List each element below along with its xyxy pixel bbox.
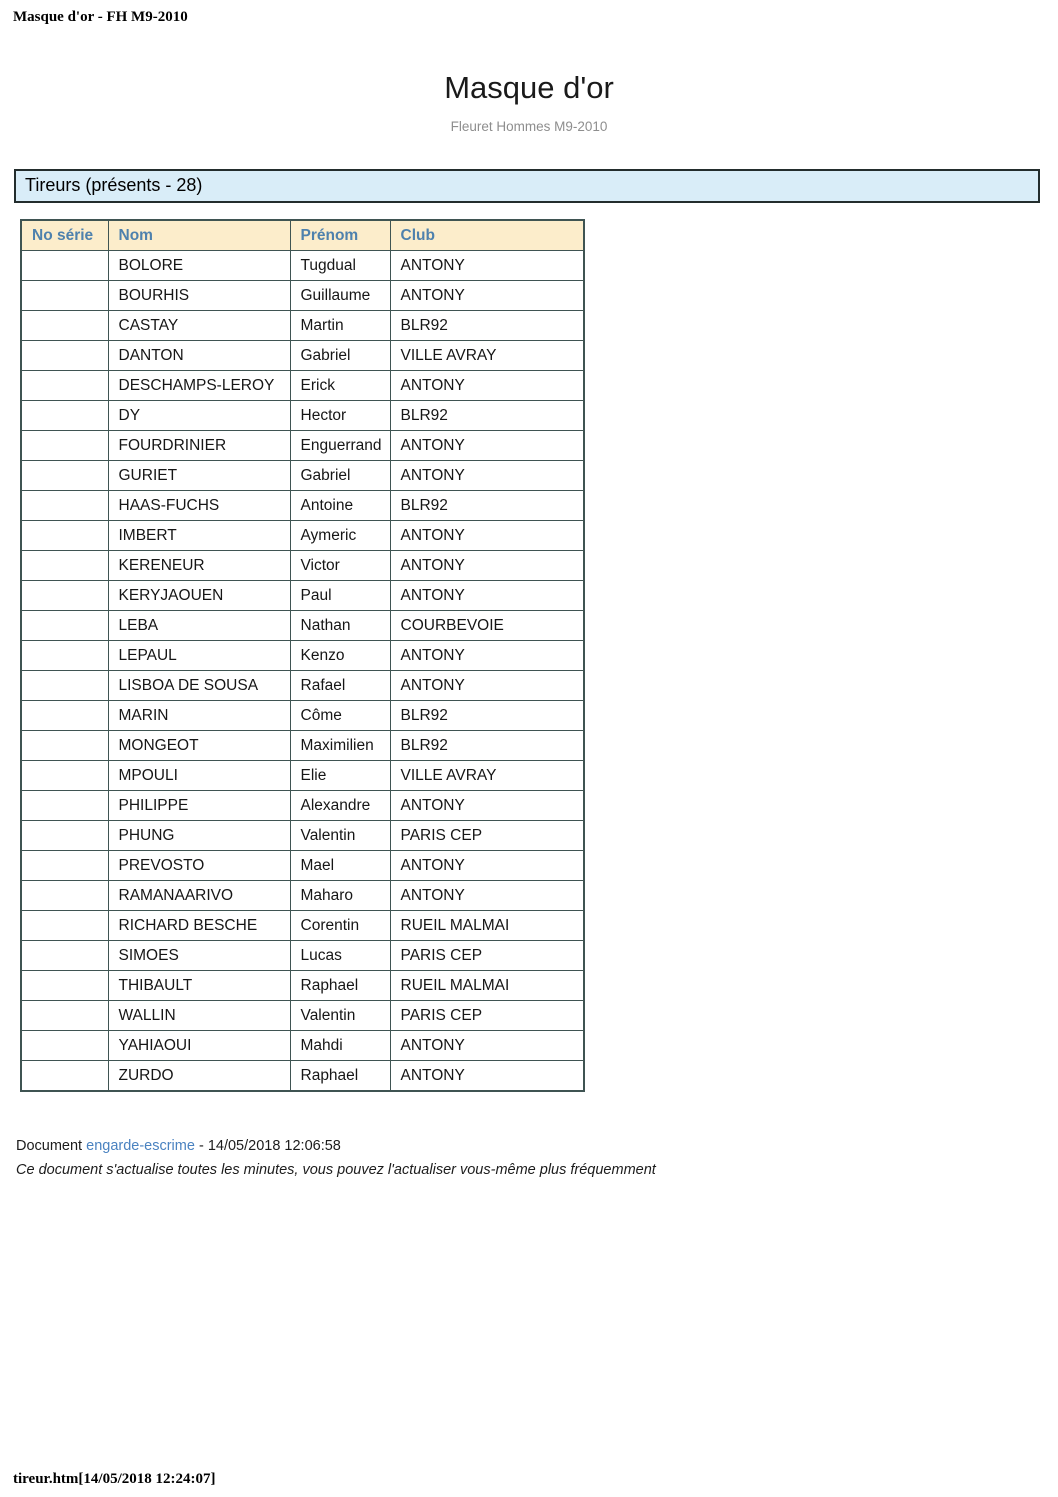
table-row (21, 311, 584, 341)
print-header-title: Masque d'or - FH M9-2010 (13, 9, 188, 25)
cell-club: ANTONY (390, 371, 584, 401)
cell-nom: PHUNG (108, 821, 290, 851)
cell-club: BLR92 (390, 401, 584, 431)
cell-nom: MPOULI (108, 761, 290, 791)
cell-club: VILLE AVRAY (390, 341, 584, 371)
cell-no (21, 971, 108, 1001)
section-banner-tireurs: Tireurs (présents - 28) (14, 169, 1040, 203)
cell-nom: BOURHIS (108, 281, 290, 311)
cell-club: COURBEVOIE (390, 611, 584, 641)
page-subtitle: Fleuret Hommes M9-2010 (450, 119, 608, 134)
table-row (21, 671, 584, 701)
cell-nom: KERENEUR (108, 551, 290, 581)
cell-no (21, 761, 108, 791)
cell-nom: SIMOES (108, 941, 290, 971)
cell-club: BLR92 (390, 701, 584, 731)
cell-nom: PREVOSTO (108, 851, 290, 881)
cell-club: ANTONY (390, 431, 584, 461)
cell-no (21, 341, 108, 371)
cell-no (21, 461, 108, 491)
column-header-prenom: Prénom (290, 220, 390, 251)
cell-no (21, 791, 108, 821)
cell-prenom: Rafael (290, 671, 390, 701)
cell-nom: WALLIN (108, 1001, 290, 1031)
cell-no (21, 671, 108, 701)
cell-no (21, 881, 108, 911)
cell-prenom: Tugdual (290, 251, 390, 281)
page-title: Masque d'or (444, 70, 614, 105)
cell-prenom: Raphael (290, 971, 390, 1001)
cell-club: BLR92 (390, 731, 584, 761)
cell-prenom: Gabriel (290, 341, 390, 371)
document-info-line (16, 1138, 341, 1154)
table-row (21, 641, 584, 671)
table-row (21, 281, 584, 311)
cell-prenom: Enguerrand (290, 431, 390, 461)
cell-prenom: Antoine (290, 491, 390, 521)
cell-club: ANTONY (390, 251, 584, 281)
cell-prenom: Corentin (290, 911, 390, 941)
cell-club: RUEIL MALMAI (390, 911, 584, 941)
cell-no (21, 551, 108, 581)
cell-club: RUEIL MALMAI (390, 971, 584, 1001)
cell-no (21, 641, 108, 671)
cell-prenom: Lucas (290, 941, 390, 971)
cell-club: ANTONY (390, 281, 584, 311)
table-header-row (21, 220, 584, 251)
cell-nom: DANTON (108, 341, 290, 371)
cell-prenom: Valentin (290, 1001, 390, 1031)
cell-nom: CASTAY (108, 311, 290, 341)
cell-club: ANTONY (390, 551, 584, 581)
table-row (21, 731, 584, 761)
cell-club: ANTONY (390, 581, 584, 611)
table-row (21, 521, 584, 551)
cell-prenom: Aymeric (290, 521, 390, 551)
tireurs-table (20, 219, 585, 1092)
cell-nom: THIBAULT (108, 971, 290, 1001)
cell-prenom: Nathan (290, 611, 390, 641)
cell-club: PARIS CEP (390, 941, 584, 971)
cell-no (21, 401, 108, 431)
table-row (21, 761, 584, 791)
cell-club: ANTONY (390, 461, 584, 491)
cell-club: ANTONY (390, 671, 584, 701)
cell-nom: HAAS-FUCHS (108, 491, 290, 521)
cell-nom: DY (108, 401, 290, 431)
table-row (21, 1001, 584, 1031)
cell-no (21, 491, 108, 521)
cell-nom: LISBOA DE SOUSA (108, 671, 290, 701)
cell-no (21, 251, 108, 281)
table-row (21, 341, 584, 371)
cell-nom: IMBERT (108, 521, 290, 551)
cell-club: ANTONY (390, 521, 584, 551)
table-row (21, 461, 584, 491)
table-row (21, 581, 584, 611)
cell-no (21, 1001, 108, 1031)
cell-no (21, 611, 108, 641)
print-footer-filename: tireur.htm[14/05/2018 12:24:07] (13, 1471, 216, 1487)
cell-nom: RAMANAARIVO (108, 881, 290, 911)
engarde-escrime-link[interactable]: engarde-escrime (86, 1138, 195, 1154)
cell-prenom: Elie (290, 761, 390, 791)
cell-prenom: Guillaume (290, 281, 390, 311)
cell-no (21, 311, 108, 341)
document-label: Document (16, 1138, 87, 1154)
cell-nom: ZURDO (108, 1061, 290, 1092)
cell-nom: PHILIPPE (108, 791, 290, 821)
cell-no (21, 821, 108, 851)
cell-club: ANTONY (390, 791, 584, 821)
cell-club: ANTONY (390, 881, 584, 911)
table-row (21, 791, 584, 821)
cell-nom: KERYJAOUEN (108, 581, 290, 611)
cell-prenom: Erick (290, 371, 390, 401)
table-body (21, 251, 584, 1092)
table-row (21, 1031, 584, 1061)
table-row (21, 821, 584, 851)
cell-club: ANTONY (390, 641, 584, 671)
refresh-note: Ce document s'actualise toutes les minutes, vous pouvez l'actualiser vous-même plus fréquemment (16, 1162, 656, 1178)
cell-prenom: Gabriel (290, 461, 390, 491)
cell-no (21, 701, 108, 731)
cell-club: ANTONY (390, 1031, 584, 1061)
table-row (21, 911, 584, 941)
cell-no (21, 911, 108, 941)
table-row (21, 611, 584, 641)
cell-nom: GURIET (108, 461, 290, 491)
cell-prenom: Martin (290, 311, 390, 341)
table-row (21, 851, 584, 881)
column-header-nom: Nom (108, 220, 290, 251)
cell-nom: BOLORE (108, 251, 290, 281)
cell-no (21, 431, 108, 461)
cell-prenom: Mael (290, 851, 390, 881)
cell-no (21, 1061, 108, 1092)
cell-prenom: Maharo (290, 881, 390, 911)
cell-prenom: Hector (290, 401, 390, 431)
cell-nom: MONGEOT (108, 731, 290, 761)
cell-prenom: Alexandre (290, 791, 390, 821)
cell-prenom: Paul (290, 581, 390, 611)
document-timestamp: - 14/05/2018 12:06:58 (194, 1138, 341, 1154)
cell-no (21, 371, 108, 401)
column-header-no-serie: No série (21, 220, 108, 251)
cell-club: ANTONY (390, 851, 584, 881)
cell-nom: LEPAUL (108, 641, 290, 671)
cell-prenom: Raphael (290, 1061, 390, 1092)
cell-no (21, 581, 108, 611)
cell-no (21, 1031, 108, 1061)
table-row (21, 431, 584, 461)
cell-club: BLR92 (390, 491, 584, 521)
table-row (21, 401, 584, 431)
cell-no (21, 851, 108, 881)
cell-club: ANTONY (390, 1061, 584, 1092)
table-row (21, 251, 584, 281)
cell-no (21, 521, 108, 551)
cell-club: PARIS CEP (390, 821, 584, 851)
cell-nom: DESCHAMPS-LEROY (108, 371, 290, 401)
cell-prenom: Mahdi (290, 1031, 390, 1061)
cell-prenom: Kenzo (290, 641, 390, 671)
cell-no (21, 731, 108, 761)
cell-no (21, 941, 108, 971)
cell-nom: MARIN (108, 701, 290, 731)
table-row (21, 881, 584, 911)
cell-prenom: Côme (290, 701, 390, 731)
cell-nom: YAHIAOUI (108, 1031, 290, 1061)
column-header-club: Club (390, 220, 584, 251)
table-row (21, 1061, 584, 1092)
cell-club: PARIS CEP (390, 1001, 584, 1031)
table-row (21, 371, 584, 401)
table-row (21, 551, 584, 581)
cell-prenom: Victor (290, 551, 390, 581)
cell-nom: LEBA (108, 611, 290, 641)
table-row (21, 491, 584, 521)
cell-nom: RICHARD BESCHE (108, 911, 290, 941)
cell-nom: FOURDRINIER (108, 431, 290, 461)
table-row (21, 941, 584, 971)
table-row (21, 971, 584, 1001)
cell-club: VILLE AVRAY (390, 761, 584, 791)
cell-no (21, 281, 108, 311)
cell-club: BLR92 (390, 311, 584, 341)
cell-prenom: Maximilien (290, 731, 390, 761)
cell-prenom: Valentin (290, 821, 390, 851)
table-row (21, 701, 584, 731)
